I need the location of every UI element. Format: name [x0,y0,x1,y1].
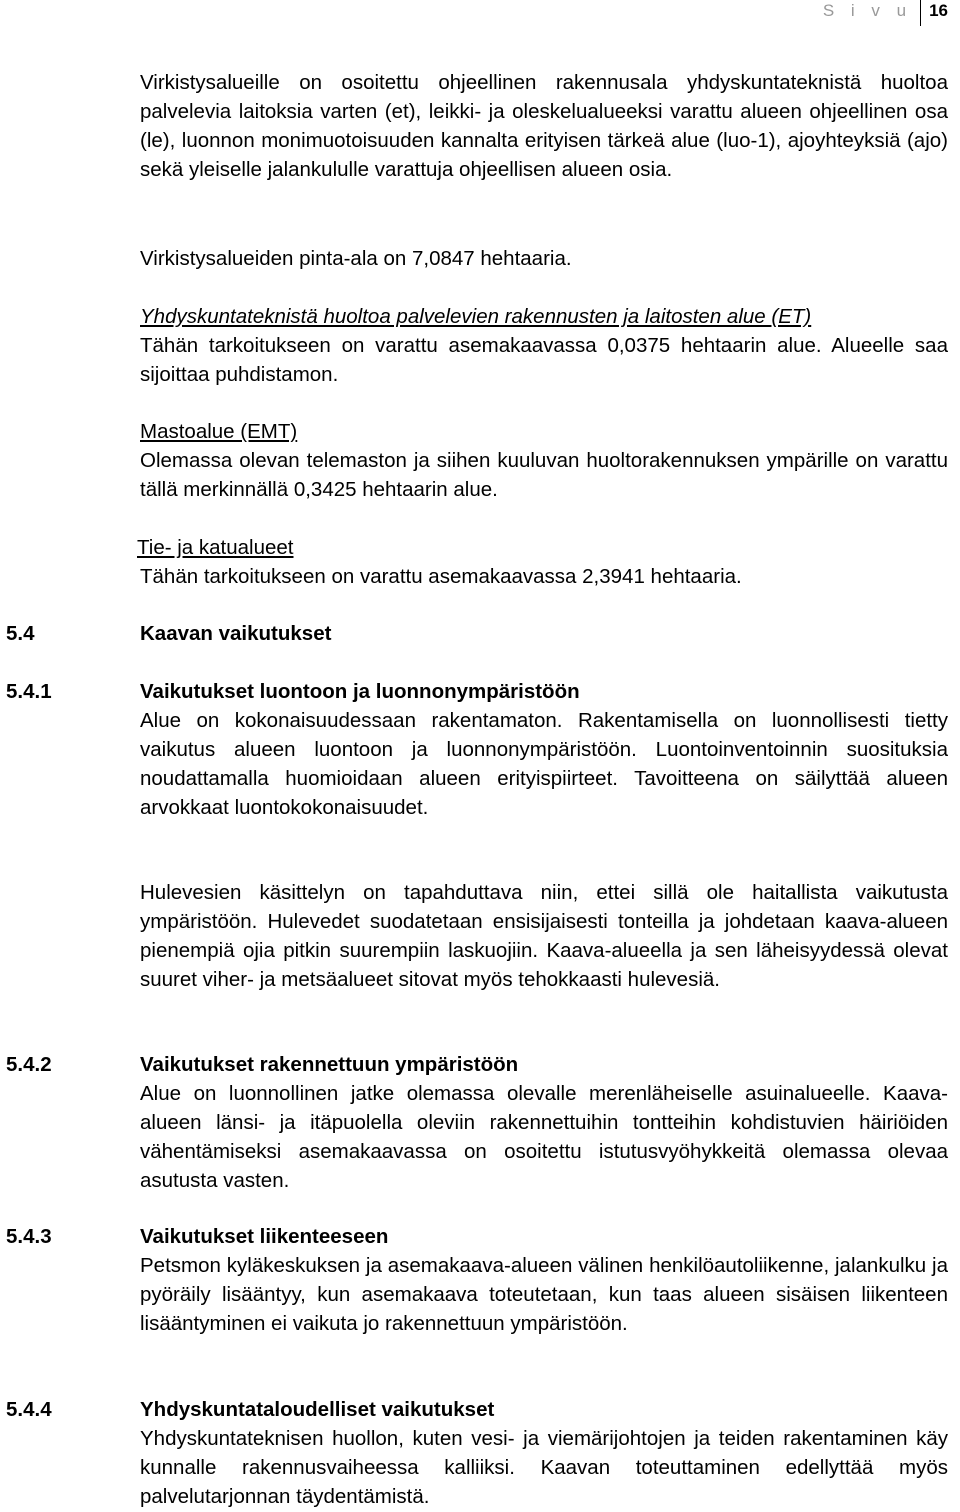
subheading-tie: Tie- ja katualueet [137,536,294,559]
paragraph-emt: Olemassa olevan telemaston ja siihen kuuluvan huoltorakennuksen ympärille on varattu tällä merkinnällä 0,3425 hehtaarin alue. [140,449,948,501]
paragraph-pinta-ala: Virkistysalueiden pinta-ala on 7,0847 hehtaaria. [140,247,572,270]
section-number: 5.4.1 [6,680,52,703]
paragraph-5-4-1-b: Hulevesien käsittelyn on tapahduttava niin, ettei sillä ole haitallista vaikutusta ympäristöön. Hulevedet suodatetaan ensisijaisesti tonteilla ja johdetaan kaava-alueen pienempiä ojia pitkin suurempiin laskuojiin. Kaava-alueella ja sen läheisyydessä olevat suuret viher- ja metsäalueet sitovat myös tehokkaasti hulevesiä. [140,881,948,991]
section-title: Vaikutukset luontoon ja luonnonympäristöön [140,680,580,703]
section-heading-5-4 [6,619,956,648]
subheading-emt: Mastoalue (EMT) [140,420,298,443]
section-title: Kaavan vaikutukset [140,622,332,645]
block-et [140,302,948,389]
page-header [823,0,948,22]
header-divider [920,0,921,26]
paragraph-virkistysalueet: Virkistysalueille on osoitettu ohjeellinen rakennusala yhdyskuntateknistä huoltoa palvelevia laitoksia varten (et), leikki- ja oleskelualueeksi varattu alueen ohjeellinen osa (le), luonnon monimuotoisuuden kannalta erityisen tärkeä alue (luo-1), ajoyhteyksiä (ajo) sekä yleiselle jalankululle varattuja ohjeellisen alueen osia. [140,71,948,181]
paragraph-5-4-2: Alue on luonnollinen jatke olemassa olevalle merenläheiselle asuinalueelle. Kaava-alueen länsi- ja itäpuolella oleviin rakennettuihin tontteihin kohdistuvien häiriöiden vähentämiseksi asemakaavassa on osoitettu istutusvyöhykkeitä olemassa olevaa asutusta vasten. [140,1082,948,1192]
paragraph-5-4-4: Yhdyskuntateknisen huollon, kuten vesi- ja viemärijohtojen ja teiden rakentaminen käy kunnalle rakennusvaiheessa kalliiksi. Kaavan toteuttaminen edellyttää myös palvelutarjonnan täydentämistä. [140,1427,948,1508]
section-heading-5-4-3 [6,1222,956,1251]
section-title: Yhdyskuntataloudelliset vaikutukset [140,1398,495,1421]
section-number: 5.4.3 [6,1225,52,1248]
paragraph-et: Tähän tarkoitukseen on varattu asemakaavassa 0,0375 hehtaarin alue. Alueelle saa sijoittaa puhdistamon. [140,334,948,386]
section-heading-5-4-4 [6,1395,956,1424]
block-emt [140,417,948,504]
paragraph-tie: Tähän tarkoitukseen on varattu asemakaavassa 2,3941 hehtaaria. [140,565,742,588]
page-label: S i v u [822,1,913,20]
section-title: Vaikutukset rakennettuun ympäristöön [140,1053,519,1076]
section-title: Vaikutukset liikenteeseen [140,1225,389,1248]
section-heading-5-4-2 [6,1050,956,1079]
block-tie [137,533,945,591]
page-number: 16 [929,1,948,20]
subheading-et: Yhdyskuntateknistä huoltoa palvelevien rakennusten ja laitosten alue (ET) [140,305,812,328]
paragraph-5-4-3: Petsmon kyläkeskuksen ja asemakaava-alueen välinen henkilöautoliikenne, jalankulku ja pyöräily lisääntyy, kun asemakaava toteutetaan, kun taas alueen sisäisen liikenteen lisääntyminen ei vaikuta jo rakennettuun ympäristöön. [140,1254,948,1335]
section-heading-5-4-1 [6,677,956,706]
section-number: 5.4.4 [6,1398,52,1421]
section-number: 5.4 [6,622,35,645]
section-number: 5.4.2 [6,1053,52,1076]
paragraph-5-4-1-a: Alue on kokonaisuudessaan rakentamaton. Rakentamisella on luonnollisesti tietty vaikutus alueen luontoon ja luonnonympäristöön. Luontoinventoinnin suosituksia noudattamalla huomioidaan alueen erityispiirteet. Tavoitteena on säilyttää alueen arvokkaat luontokokonaisuudet. [140,709,948,819]
